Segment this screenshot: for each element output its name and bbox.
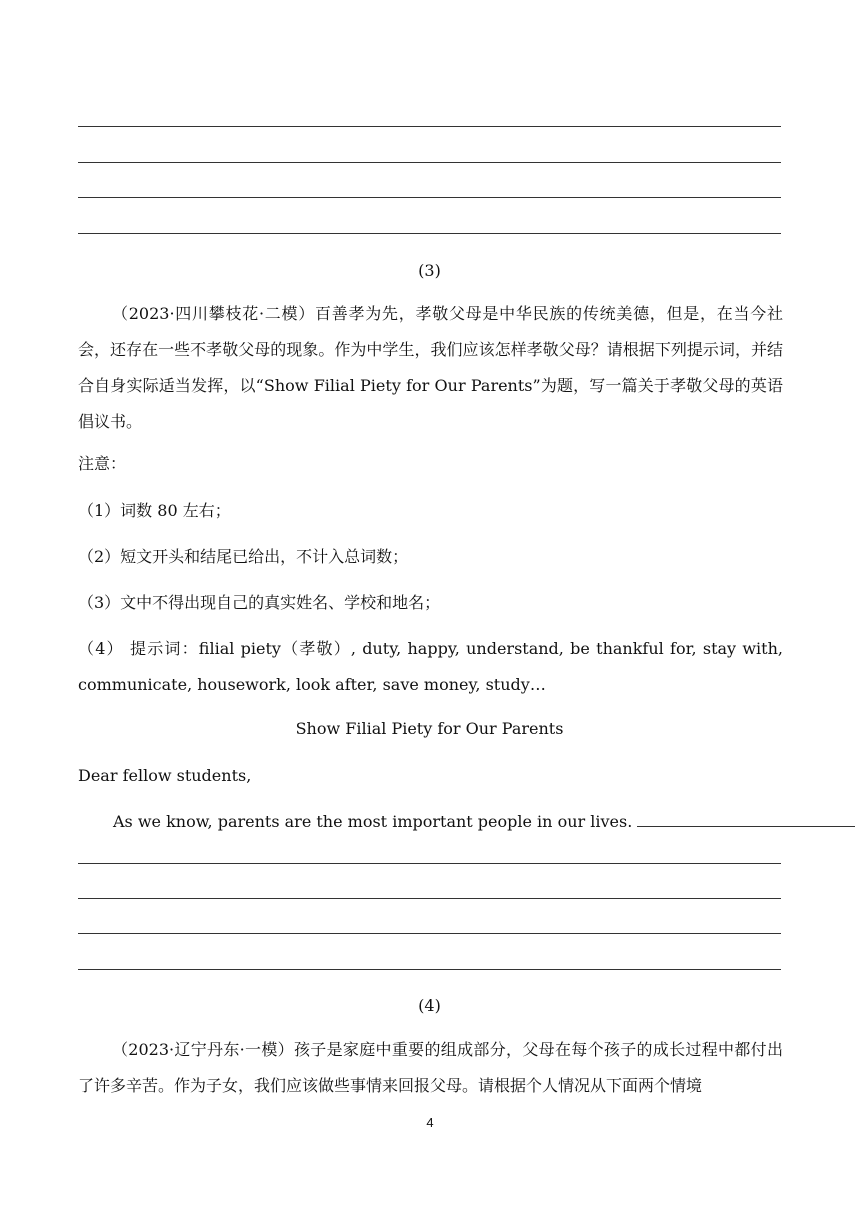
- note-item: （1）词数 80 左右；: [78, 501, 231, 520]
- note-item: （2）短文开头和结尾已给出，不计入总词数；: [78, 547, 409, 566]
- answer-line: [78, 969, 781, 970]
- answer-line: [78, 933, 781, 934]
- blank-line: [637, 812, 855, 827]
- opening-sentence: As we know, parents are the most important people in our lives.: [113, 812, 633, 831]
- answer-line: [78, 197, 781, 198]
- note-item: （3）文中不得出现自己的真实姓名、学校和地名；: [78, 593, 441, 612]
- question-prompt: （2023·四川攀枝花·二模）百善孝为先，孝敬父母是中华民族的传统美德，但是，在当今社会，还存在一些不孝敬父母的现象。作为中学生，我们应该怎样孝敬父母？请根据下列提示词，并结合自身实际适当发挥，以“Show Filial Piety for Our Parents”为题，写一篇关于孝敬父母的英语倡议书。: [78, 304, 783, 431]
- salutation: Dear fellow students,: [78, 766, 252, 785]
- question-number: (3): [418, 261, 441, 280]
- hint-words: （4） 提示词：filial piety（孝敬）, duty, happy, understand, be thankful for, stay with, communicate, housework, look after, save money, study…: [78, 639, 783, 694]
- page-number: 4: [426, 1115, 434, 1130]
- essay-title: Show Filial Piety for Our Parents: [295, 719, 564, 738]
- notes-heading: 注意：: [78, 454, 127, 473]
- question-number: (4): [418, 996, 441, 1015]
- answer-line: [78, 126, 781, 127]
- answer-line: [78, 898, 781, 899]
- answer-line: [78, 863, 781, 864]
- answer-line: [78, 162, 781, 163]
- answer-line: [78, 233, 781, 234]
- question-prompt: （2023·辽宁丹东·一模）孩子是家庭中重要的组成部分，父母在每个孩子的成长过程中都付出了许多辛苦。作为子女，我们应该做些事情来回报父母。请根据个人情况从下面两个情境: [78, 1040, 783, 1095]
- opening-line: [113, 812, 783, 832]
